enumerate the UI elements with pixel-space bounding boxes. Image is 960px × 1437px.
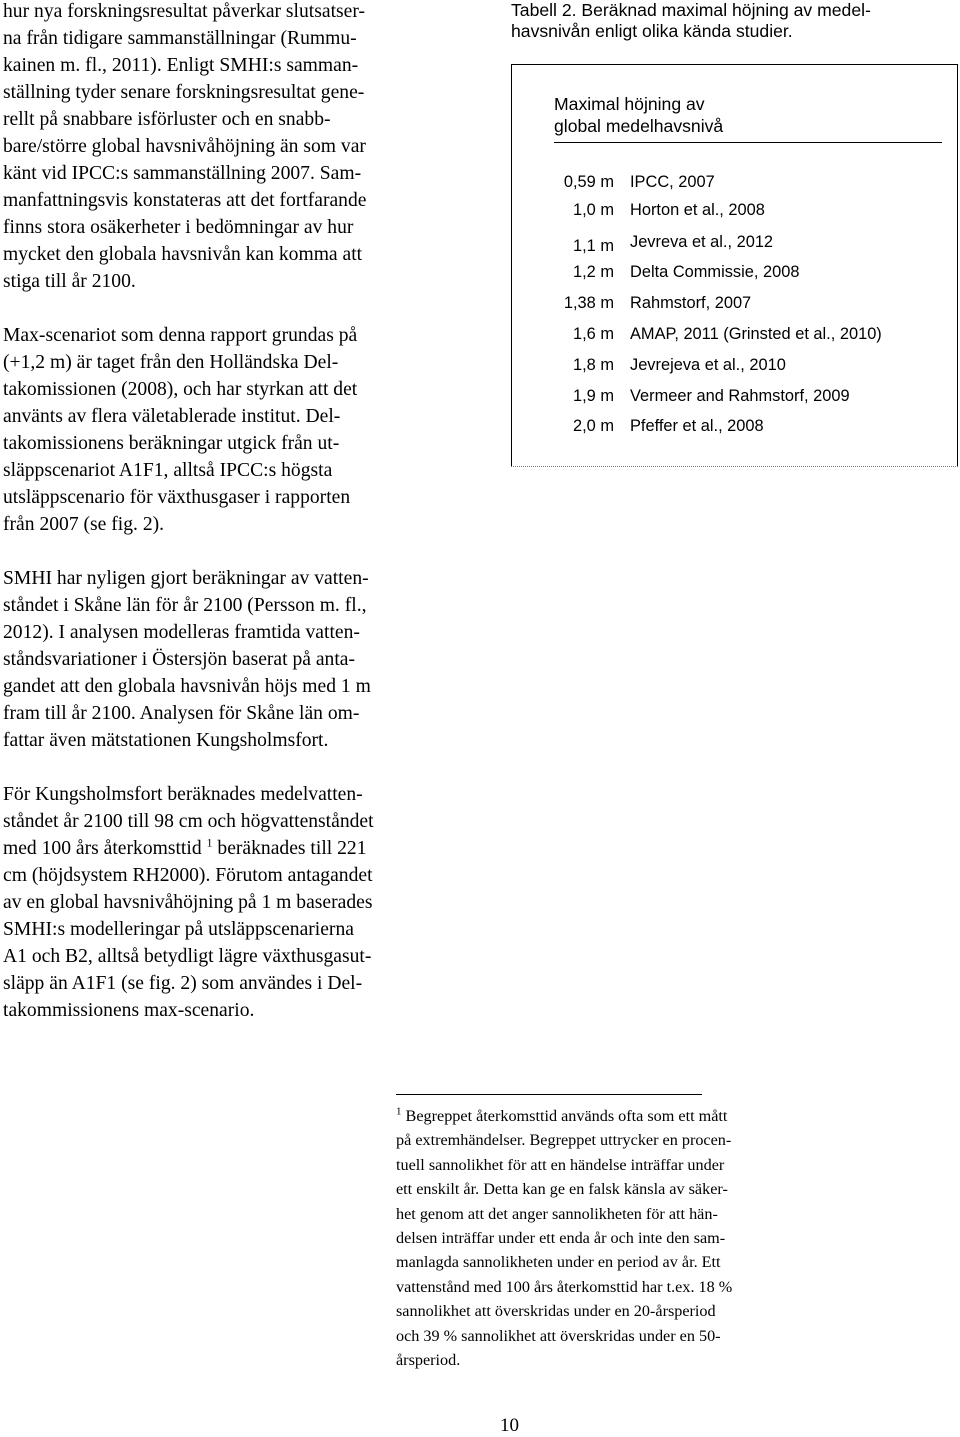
table-heading-rule [554,142,942,143]
table-row [512,356,959,380]
footnote [396,1104,832,1372]
table-cell-source: AMAP, 2011 (Grinsted et al., 2010) [630,325,882,343]
footnote-text: Begreppet återkomsttid används ofta som ett mått på extremhändelser. Begreppet uttrycker en procen- tuell sannolikhet för att en händelse inträffar under ett enskilt år. Detta kan ge en falsk känsla av säker- het genom att det anger sannolikheten för att hän- delsen inträffar under ett enda år och inte den sam- manlagda sannolikheten under en period av år. Ett vattenstånd med 100 års återkomsttid har t.ex. 18 % sannolikhet att överskridas under en 20-årsperiod och 39 % sannolikhet att överskridas under en 50- årsperiod. [396,1107,733,1370]
table-row [512,233,959,257]
table-cell-source: Jevreva et al., 2012 [630,233,774,251]
sea-level-table [511,64,958,466]
table-cell-source: IPCC, 2007 [630,173,715,191]
table-cell-value: 1,2 m [573,263,614,281]
table-cell-source: Pfeffer et al., 2008 [630,417,764,435]
table-cell-source: Rahmstorf, 2007 [630,294,752,312]
table-cell-value: 1,9 m [573,387,614,405]
table-row [512,263,959,287]
table-cell-value: 2,0 m [573,417,614,435]
paragraph-max-scenario: Max-scenariot som denna rapport grundas på (+1,2 m) är taget från den Holländska Del- takomissionen (2008), och har styrkan att det använts av flera väletablerade institut. Del- takomissionens beräkningar utgick från ut- släppscenariot A1F1, alltså IPCC:s högsta utsläppscenario för växthusgaser i rapporten från 2007 (se fig. 2). [3,325,358,535]
table-row [512,201,959,225]
table-cell-value: 1,8 m [573,356,614,374]
table-row [512,387,959,411]
table-cell-source: Horton et al., 2008 [630,201,765,219]
paragraph-kungsholmsfort-part2: beräknades till 221 cm (höjdsystem RH2000). Förutom antagandet av en global havsnivåhöjning på 1 m baserades SMHI:s modelleringar på utsläppscenarierna A1 och B2, alltså betydligt lägre växthusgasut- släpp än A1F1 (se fig. 2) som användes i Del- takommissionens max-scenario. [3,838,373,1021]
table-cell-source: Vermeer and Rahmstorf, 2009 [630,387,850,405]
page-number: 10 [500,1415,519,1436]
footnote-marker: 1 [396,1105,402,1118]
paragraph-kungsholmsfort-part1: För Kungsholmsfort beräknades medelvatten- ståndet år 2100 till 98 cm och högvattenståndet med 100 års återkomsttid [3,784,374,859]
table-cell-value: 1,0 m [573,201,614,219]
table-cell-value: 1,38 m [563,294,614,312]
footnote-reference: 1 [206,835,213,850]
table-cell-value: 1,1 m [573,237,614,255]
table-heading: Maximal höjning av global medelhavsnivå [554,94,724,136]
footnote-separator [396,1094,702,1095]
table-cell-value: 0,59 m [563,173,614,191]
left-text-column [3,0,439,1051]
paragraph-research-uncertainty: hur nya forskningsresultat påverkar slutsatser- na från tidigare sammanställningar (Rummu- kainen m. fl., 2011). Enligt SMHI:s samman- ställning tyder senare forskningsresultat gene- rellt på snabbare isförluster och en snabb- bare/större global havsnivåhöjning än som var känt vid IPCC:s sammanställning 2007. Sam- manfattningsvis konstateras att det fortfarande finns stora osäkerheter i bedömningar av hur mycket den globala havsnivån kan komma att stiga till år 2100. [3,1,367,292]
table-cell-value: 1,6 m [573,325,614,343]
paragraph-smhi-calculations: SMHI har nyligen gjort beräkningar av vatten- ståndet i Skåne län för år 2100 (Persson m. fl., 2012). I analysen modelleras framtida vatten- ståndsvariationer i Östersjön baserat på anta- gandet att den globala havsnivån höjs med 1 m fram till år 2100. Analysen för Skåne län om- fattar även mätstationen Kungsholmsfort. [3,568,371,751]
table-cell-source: Jevrejeva et al., 2010 [630,356,786,374]
table-bottom-border [511,466,958,467]
table-caption: Tabell 2. Beräknad maximal höjning av medel- havsnivån enligt olika kända studier. [511,0,871,41]
table-row [512,173,959,197]
table-row [512,417,959,441]
table-cell-source: Delta Commissie, 2008 [630,263,800,281]
table-row [512,325,959,349]
table-row [512,294,959,318]
paragraph-kungsholmsfort [3,781,439,1024]
